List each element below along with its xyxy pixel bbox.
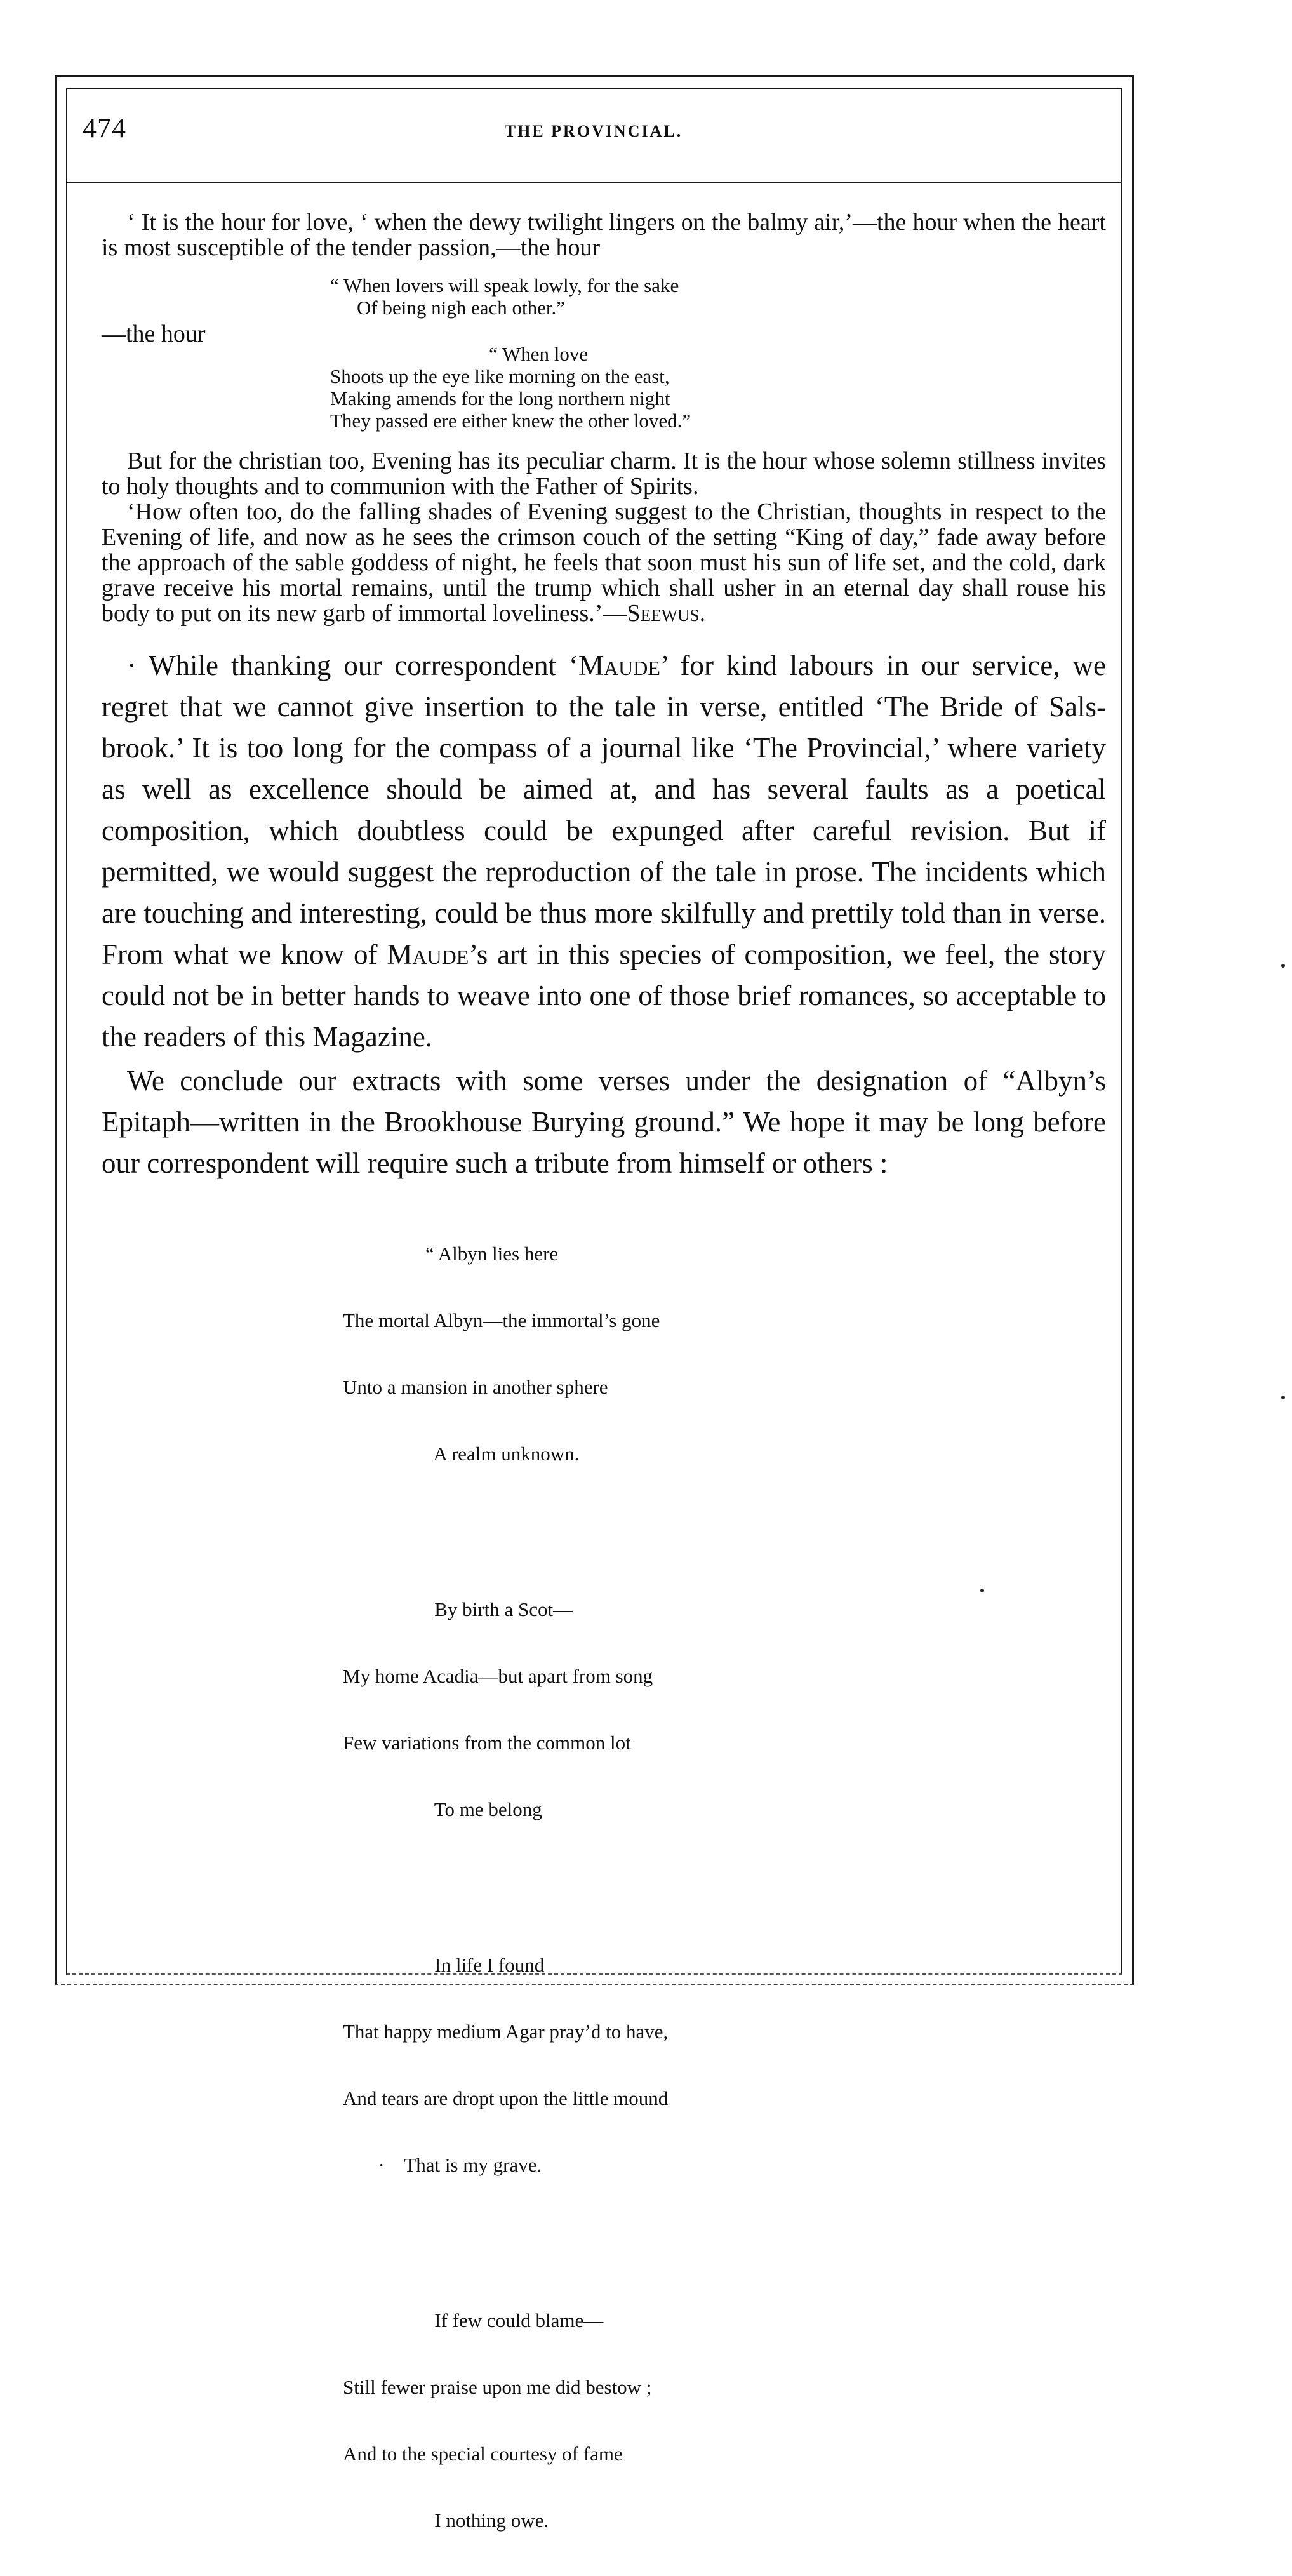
name-maude: Maude: [578, 650, 660, 681]
verse-line: The mortal Albyn—the immortal’s gone: [343, 1309, 660, 1331]
epitaph-stanza-2: [343, 1554, 1106, 1865]
verse-line: That happy medium Agar pray’d to have,: [343, 2020, 669, 2043]
verse-quote-1: [330, 274, 1106, 319]
verse-line: Of being nigh each other.”: [357, 297, 565, 319]
verse-line: “ When lovers will speak lowly, for the sake: [330, 274, 679, 297]
page-body: [102, 210, 1106, 2576]
verse-line: And tears are dropt upon the little mound: [343, 2087, 669, 2109]
epitaph-stanza-1: [343, 1198, 1106, 1509]
name-maude: Maude: [387, 938, 469, 970]
verse-line: Making amends for the long northern night: [330, 387, 670, 410]
paragraph-maude-text-b: ’ for kind labours in our service, we regret that we cannot give insertion to the tale in verse, entitled ‘The Bride of Sals-brook.’ It is too long for the compass of a journal like ‘The Provincial,’ where variety as well as excellence should be aimed at, and has several faults as a poetical composition, which doubtless could be expunged after careful revision. But if permitted, we would suggest the reproduction of the tale in prose. The incidents which are touching and interesting, could be thus more skilfully and prettily told than in verse. From what we know of: [102, 650, 1106, 970]
verse-line: To me belong: [400, 1798, 542, 1820]
verse-line: “ When love: [489, 343, 589, 365]
paragraph-maude-text-a: · While thanking our correspondent ‘: [127, 650, 579, 681]
paragraph-evening-of-life-text: ‘How often too, do the falling shades of Evening suggest to the Christian, thoughts in respect to the Evening of life, and now as he sees the crimson couch of the setting “King of day,” fade away before the approach of the sable goddess of night, he feels that soon must his sun of life set, and the cold, dark grave receive his mortal remains, until the trump which shall usher in an eternal day shall rouse his body to put on its new garb of immortal loveliness.’—: [102, 498, 1106, 627]
paragraph-the-hour: —the hour: [102, 321, 206, 347]
ink-speck: [1281, 964, 1285, 968]
section-editorial: [102, 645, 1106, 1184]
ink-speck: [980, 1589, 984, 1592]
paragraph-maude-text-c: ’s art in this species of composition, we feel, the story could not be in better hands to weave into one of those brief romances, so acceptable to the readers of this Magazine.: [102, 938, 1106, 1053]
page-header: [83, 112, 1105, 156]
verse-quote-2: [330, 343, 1106, 432]
verse-line: Unto a mansion in another sphere: [343, 1376, 608, 1398]
verse-line: And to the special courtesy of fame: [343, 2443, 623, 2465]
verse-line: Few variations from the common lot: [343, 1732, 631, 1754]
paragraph-hour-for-love: ‘ It is the hour for love, ‘ when the dewy twilight lingers on the balmy air,’—the hour when the heart is most susceptible of the tender passion,—the hour: [102, 209, 1106, 261]
paragraph-maude: [102, 645, 1106, 1058]
paragraph-epitaph-intro: We conclude our extracts with some verses under the designation of “Albyn’s Epitaph—written in the Brookhouse Burying ground.” We hope it may be long before our correspondent will require such a tribute from himself or others :: [102, 1065, 1106, 1179]
epitaph-poem: [343, 1198, 1106, 2576]
section-evening: [102, 210, 1106, 626]
verse-line: They passed ere either knew the other loved.”: [330, 410, 691, 432]
verse-line: My home Acadia—but apart from song: [343, 1665, 653, 1687]
paragraph-evening-of-life: [102, 499, 1106, 626]
running-title: THE PROVINCIAL.: [504, 122, 683, 140]
header-rule: [66, 182, 1122, 183]
verse-line: · That is my grave.: [368, 2154, 542, 2176]
verse-line: If few could blame—: [400, 2309, 604, 2332]
verse-line: By birth a Scot—: [400, 1598, 573, 1620]
ink-speck: [1281, 1396, 1285, 1399]
paragraph-christian-charm: But for the christian too, Evening has its peculiar charm. It is the hour whose solemn stillness invites to holy thoughts and to communion with the Father of Spirits.: [102, 448, 1106, 500]
epitaph-stanza-3: [343, 1909, 1106, 2220]
verse-line: Still fewer praise upon me did bestow ;: [343, 2376, 652, 2398]
page-number: 474: [83, 112, 126, 143]
verse-line: In life I found: [400, 1954, 545, 1976]
epitaph-stanza-4: [343, 2265, 1106, 2576]
verse-line: Shoots up the eye like morning on the east,: [330, 365, 670, 387]
verse-line: A realm unknown.: [400, 1443, 580, 1465]
verse-line: I nothing owe.: [400, 2509, 549, 2532]
signature: Seewus.: [627, 600, 706, 627]
verse-line: “ Albyn lies here: [425, 1243, 559, 1265]
